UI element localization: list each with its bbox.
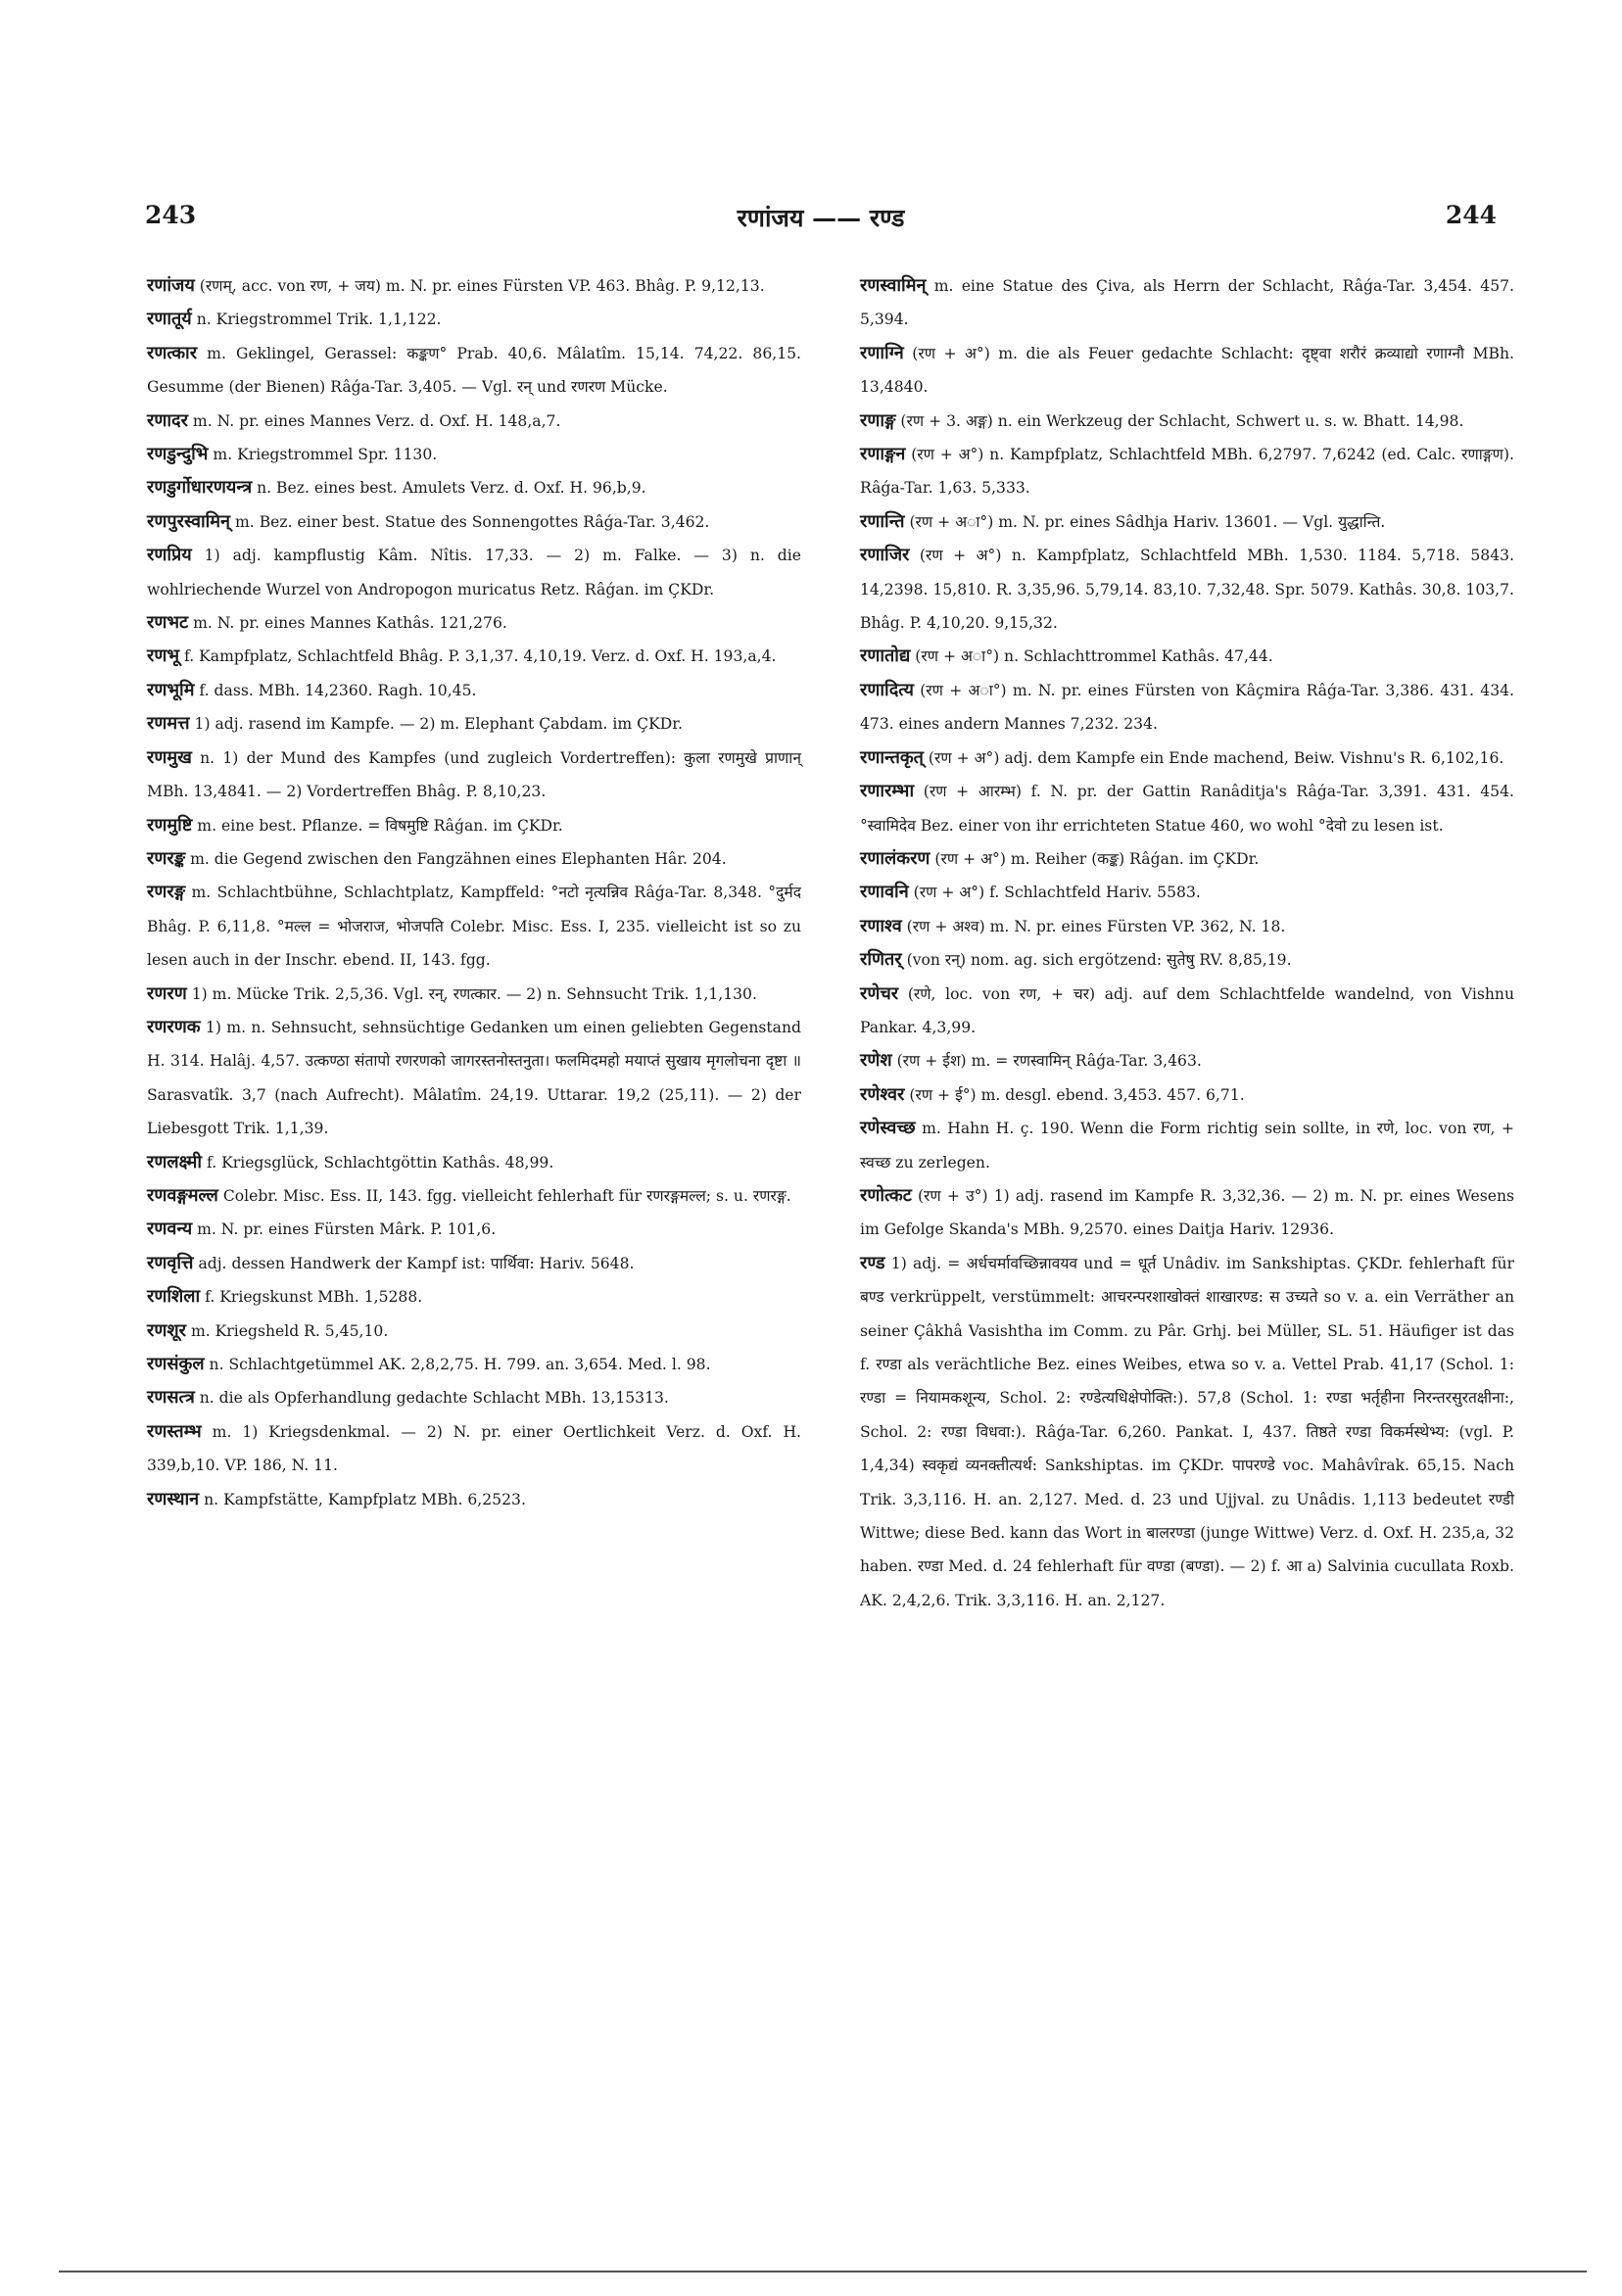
- dictionary-entry: [860, 505, 1514, 539]
- dictionary-entry: [860, 1078, 1514, 1112]
- dictionary-entry: [147, 809, 801, 842]
- entry-headword: रणोत्कट: [860, 1184, 912, 1206]
- right-column: [860, 269, 1514, 1617]
- entry-headword: रणेश्वर: [860, 1083, 905, 1105]
- dictionary-entry: [860, 1247, 1514, 1617]
- entry-text: n. die als Opferhandlung gedachte Schlacht MBh. 13,15313.: [194, 1389, 669, 1408]
- entry-text: (रण + अा°) m. N. pr. eines Sâdhja Hariv. 13601. — Vgl. युद्धान्ति.: [904, 512, 1386, 531]
- entry-text: f. Kriegsglück, Schlachtgöttin Kathâs. 48,99.: [202, 1153, 554, 1172]
- dictionary-entry: [147, 1280, 801, 1314]
- entry-headword: रणवृत्ति: [147, 1252, 194, 1273]
- dictionary-entry: [147, 640, 801, 673]
- entry-text: m. Bez. einer best. Statue des Sonnengottes Râǵa-Tar. 3,462.: [230, 512, 710, 531]
- entry-text: m. Geklingel, Gerassel: कङ्कण° Prab. 40,6. Mâlatîm. 15,14. 74,22. 86,15. Gesumme (der Bienen) Râǵa-Tar. 3,405. — Vgl. रन् und रणरण Mücke.: [147, 344, 801, 397]
- dictionary-entry: [147, 1247, 801, 1280]
- entry-headword: रणवङ्गमल्ल: [147, 1184, 218, 1206]
- page-header: [145, 201, 1497, 240]
- entry-text: m. Hahn H. ç. 190. Wenn die Form richtig sein sollte, in रणे, loc. von रण, + स्वच्छ zu zerlegen.: [860, 1120, 1514, 1172]
- entry-text: m. 1) Kriegsdenkmal. — 2) N. pr. einer Oertlichkeit Verz. d. Oxf. H. 339,b,10. VP. 186, N. 11.: [147, 1422, 801, 1475]
- entry-headword: रणेचर: [860, 982, 899, 1004]
- entry-headword: रणाङ्ग: [860, 409, 896, 431]
- dictionary-entry: [860, 674, 1514, 741]
- dictionary-entry: [860, 438, 1514, 505]
- entry-headword: रण्ड: [860, 1252, 885, 1273]
- entry-headword: रणस्तम्भ: [147, 1420, 202, 1442]
- dictionary-entry: [860, 876, 1514, 909]
- entry-text: (रणे, loc. von रण, + चर) adj. auf dem Schlachtfelde wandelnd, von Vishnu Pankar. 4,3,99.: [860, 984, 1514, 1036]
- dictionary-entry: [860, 842, 1514, 876]
- entry-headword: रणप्रिय: [147, 545, 192, 566]
- entry-text: m. eine best. Pflanze. = विषमुष्टि Râǵan. im ÇKDr.: [192, 816, 563, 835]
- dictionary-entry: [860, 539, 1514, 640]
- entry-headword: रणसत्त्र: [147, 1387, 195, 1409]
- entry-headword: रणभट: [147, 612, 189, 634]
- dictionary-entry: [147, 606, 801, 640]
- entry-text: 1) m. n. Sehnsucht, sehnsüchtige Gedanken um einen geliebten Gegenstand H. 314. Halâj. 4,57. उत्कण्ठा संतापो रणरणको जागरस्तनोस्तनुता। फलमिदमहो मयाप्तं सुखाय मृगलोचना दृष्टा ॥ Sarasvatîk. 3,7 (nach Aufrecht). Mâlatîm. 24,19. Uttarar. 19,2 (25,11). — 2) der Liebesgott Trik. 1,1,39.: [147, 1018, 801, 1138]
- entry-headword: रणितर्: [860, 949, 902, 971]
- dictionary-entry: [860, 943, 1514, 977]
- entry-headword: रणस्थान: [147, 1488, 200, 1509]
- entry-text: m. Kriegsheld R. 5,45,10.: [185, 1321, 389, 1340]
- dictionary-entry: [860, 640, 1514, 673]
- entry-text: (von रन्) nom. ag. sich ergötzend: सुतेषु RV. 8,85,19.: [901, 951, 1292, 970]
- entry-headword: रणादित्य: [860, 679, 914, 700]
- dictionary-entry: [147, 438, 801, 471]
- entry-headword: रणातोद्य: [860, 646, 911, 667]
- entry-headword: रणाग्नि: [860, 342, 904, 363]
- entry-text: (रणम्, acc. von रण, + जय) m. N. pr. eines Fürsten VP. 463. Bhâg. P. 9,12,13.: [194, 277, 765, 295]
- dictionary-entry: [860, 1179, 1514, 1247]
- entry-text: n. 1) der Mund des Kampfes (und zugleich Vordertreffen): कुला रणमुखे प्राणान् MBh. 13,4841. — 2) Vordertreffen Bhâg. P. 8,10,23.: [147, 748, 801, 801]
- dictionary-entry: [860, 405, 1514, 438]
- dictionary-entry: [147, 269, 801, 303]
- dictionary-entry: [147, 876, 801, 977]
- dictionary-entry: [860, 978, 1514, 1045]
- entry-text: (रण + अ°) n. Kampfplatz, Schlachtfeld MBh. 1,530. 1184. 5,718. 5843. 14,2398. 15,810. R. 3,35,96. 5,79,14. 83,10. 7,32,48. Spr. 5079. Kathâs. 30,8. 103,7. Bhâg. P. 4,10,20. 9,15,32.: [860, 547, 1515, 633]
- entry-headword: रणान्तकृत्: [860, 746, 924, 768]
- dictionary-entry: [860, 741, 1514, 775]
- entry-headword: रणरङ्क: [147, 847, 186, 869]
- entry-text: m. N. pr. eines Mannes Kathâs. 121,276.: [188, 614, 507, 633]
- entry-headword: रणपुरस्वामिन्: [147, 510, 231, 532]
- dictionary-entry: [147, 1483, 801, 1516]
- entry-headword: रणावनि: [860, 882, 909, 903]
- entry-headword: रणलक्ष्मी: [147, 1151, 203, 1172]
- entry-headword: रणालंकरण: [860, 847, 930, 869]
- entry-headword: रणशूर: [147, 1319, 186, 1341]
- dictionary-entry: [147, 1011, 801, 1146]
- entry-text: 1) adj. kampflustig Kâm. Nîtis. 17,33. — 2) m. Falke. — 3) n. die wohlriechende Wurzel von Andropogon muricatus Retz. Râǵan. im ÇKDr.: [147, 547, 801, 598]
- entry-text: f. Kriegskunst MBh. 1,5288.: [200, 1288, 423, 1307]
- entry-text: m. die Gegend zwischen den Fangzähnen eines Elephanten Hâr. 204.: [185, 849, 727, 868]
- entry-headword: रणांजय: [147, 275, 195, 296]
- entry-text: f. dass. MBh. 14,2360. Ragh. 10,45.: [194, 681, 477, 699]
- dictionary-entry: [147, 741, 801, 809]
- entry-headword: रणमुख: [147, 746, 192, 768]
- dictionary-entry: [860, 775, 1514, 842]
- entry-headword: रणवन्य: [147, 1219, 193, 1240]
- dictionary-entry: [147, 1381, 801, 1414]
- dictionary-entry: [147, 1315, 801, 1348]
- entry-text: (रण + अ°) m. Reiher (कङ्क) Râǵan. im ÇKDr.: [930, 849, 1260, 868]
- dictionary-entry: [147, 1415, 801, 1483]
- dictionary-entry: [147, 1146, 801, 1179]
- entry-headword: रणरणक: [147, 1016, 201, 1037]
- entry-headword: रणाजिर: [860, 545, 910, 566]
- entry-text: m. Kriegstrommel Spr. 1130.: [208, 446, 438, 464]
- entry-text: (रण + अश्व) m. N. pr. eines Fürsten VP. 362, N. 18.: [901, 917, 1286, 935]
- dictionary-entry: [860, 337, 1514, 405]
- entry-text: 1) adj. = अर्धचर्मावच्छिन्नावयव und = धूर्त Unâdiv. im Sankshiptas. ÇKDr. fehlerhaft für बण्ड verkrüppelt, verstümmelt: आचरन्परशाखोक्तं शाखारण्ड: स उच्यते so v. a. ein Verräther an seiner Çâkhâ Vasishtha im Comm. zu Pâr. Grhj. bei Müller, SL. 51. Häufiger ist das f. रण्डा als verächtliche Bez. eines Weibes, etwa so v. a. Vettel Prab. 41,17 (Schol. 1: रण्डा = नियामकशून्य, Schol. 2: रण्डेत्यधिक्षेपोक्ति:). 57,8 (Schol. 1: रण्डा भर्तृहीना निरन्तरसुरतक्षीना:, Schol. 2: रण्डा विधवा:). Râǵa-Tar. 6,260. Pankat. I, 437. तिष्ठते रण्डा विकर्मस्थेभ्य: (vgl. P. 1,4,34) स्वकृद्यं व्यनक्तीत्यर्थ: Sankshiptas. im ÇKDr. पापरण्डे voc. Mahâvîrak. 65,15. Nach Trik. 3,3,116. H. an. 2,127. Med. d. 23 und Ujjval. zu Unâdis. 1,113 bedeutet रण्डी Wittwe; diese Bed. kann das Wort in बालरण्डा (junge Wittwe) Verz. d. Oxf. H. 235,a, 32 haben. रण्डा Med. d. 24 fehlerhaft für वण्डा (बण्डा). — 2) f. आ a) Salvinia cucullata Roxb. AK. 2,4,2,6. Trik. 3,3,116. H. an. 2,127.: [860, 1254, 1514, 1609]
- entry-headword: रणस्वामिन्: [860, 275, 927, 296]
- entry-text: n. Kriegstrommel Trik. 1,1,122.: [191, 311, 442, 329]
- entry-text: (रण + अा°) m. N. pr. eines Fürsten von Kâçmira Râǵa-Tar. 3,386. 431. 434. 473. eines andern Mannes 7,232. 234.: [860, 681, 1514, 734]
- dictionary-entry: [147, 405, 801, 438]
- dictionary-entry: [147, 978, 801, 1011]
- entry-headword: रणेस्वच्छ: [860, 1118, 916, 1139]
- dictionary-entry: [860, 1044, 1514, 1077]
- dictionary-entry: [147, 471, 801, 504]
- entry-text: (रण + आरम्भ) f. N. pr. der Gattin Ranâditja's Râǵa-Tar. 3,391. 431. 454. °स्वामिदेव Bez. einer von ihr errichteten Statue 460, wo wohl °देवो zu lesen ist.: [860, 783, 1514, 835]
- bottom-rule: [59, 2271, 1587, 2272]
- entry-text: m. Schlachtbühne, Schlachtplatz, Kampffeld: °नटो नृत्यन्निव Râǵa-Tar. 8,348. °दुर्मद Bhâg. P. 6,11,8. °मल्ल = भोजराज, भोजपति Colebr. Misc. Ess. I, 235. vielleicht ist so zu lesen auch in der Inschr. ebend. II, 143. fgg.: [147, 884, 801, 970]
- page-number-right: 244: [1445, 201, 1497, 229]
- entry-text: (रण + ईश) m. = रणस्वामिन् Râǵa-Tar. 3,463.: [891, 1052, 1202, 1071]
- entry-text: n. Schlachtgetümmel AK. 2,8,2,75. H. 799. an. 3,654. Med. l. 98.: [204, 1356, 711, 1373]
- dictionary-entry: [147, 1213, 801, 1246]
- page-number-left: 243: [145, 201, 197, 229]
- dictionary-entry: [147, 505, 801, 539]
- entry-text: (रण + अा°) n. Schlachttrommel Kathâs. 47,44.: [910, 647, 1273, 666]
- entry-text: m. eine Statue des Çiva, als Herrn der Schlacht, Râǵa-Tar. 3,454. 457. 5,394.: [860, 277, 1514, 329]
- dictionary-entry: [147, 842, 801, 876]
- entry-text: f. Kampfplatz, Schlachtfeld Bhâg. P. 3,1,37. 4,10,19. Verz. d. Oxf. H. 193,a,4.: [179, 647, 777, 666]
- dictionary-entry: [147, 1179, 801, 1213]
- entry-headword: रणान्ति: [860, 510, 905, 532]
- dictionary-entry: [147, 674, 801, 707]
- entry-text: Colebr. Misc. Ess. II, 143. fgg. vielleicht fehlerhaft für रणरङ्गमल्ल; s. u. रणरङ्ग.: [217, 1186, 791, 1205]
- entry-text: (रण + अ°) f. Schlachtfeld Hariv. 5583.: [908, 884, 1201, 902]
- entry-headword: रणादर: [147, 409, 188, 431]
- entry-headword: रणाङ्गन: [860, 444, 906, 465]
- entry-headword: रणरङ्ग: [147, 882, 186, 903]
- entry-text: 1) m. Mücke Trik. 2,5,36. Vgl. रन्, रणत्कार. — 2) n. Sehnsucht Trik. 1,1,130.: [186, 984, 757, 1003]
- entry-headword: रणमत्त: [147, 713, 190, 735]
- dictionary-entry: [147, 539, 801, 606]
- entry-text: adj. dessen Handwerk der Kampf ist: पार्थिवा: Hariv. 5648.: [193, 1254, 635, 1272]
- entry-text: m. N. pr. eines Mannes Verz. d. Oxf. H. 148,a,7.: [187, 411, 561, 430]
- entry-text: (रण + 3. अङ्ग) n. ein Werkzeug der Schlacht, Schwert u. s. w. Bhatt. 14,98.: [895, 411, 1464, 430]
- entry-headword: रणसंकुल: [147, 1354, 205, 1374]
- entry-text: (रण + अ°) adj. dem Kampfe ein Ende machend, Beiw. Vishnu's R. 6,102,16.: [923, 748, 1504, 767]
- dictionary-entry: [147, 707, 801, 741]
- dictionary-entry: [147, 1348, 801, 1381]
- entry-text: n. Kampfstätte, Kampfplatz MBh. 6,2523.: [199, 1490, 526, 1508]
- entry-headword: रणभूमि: [147, 679, 195, 700]
- entry-headword: रणातूर्य: [147, 309, 192, 330]
- entry-headword: रणारम्भा: [860, 781, 915, 802]
- dictionary-entry: [147, 303, 801, 336]
- entry-headword: रणभू: [147, 646, 180, 667]
- entry-text: (रण + ई°) m. desgl. ebend. 3,453. 457. 6,71.: [904, 1085, 1245, 1104]
- entry-text: n. Bez. eines best. Amulets Verz. d. Oxf. H. 96,b,9.: [252, 479, 646, 498]
- entry-headword: रणडुर्गोधारणयन्त्र: [147, 477, 253, 499]
- entry-text: 1) adj. rasend im Kampfe. — 2) m. Elephant Çabdam. im ÇKDr.: [189, 715, 683, 734]
- entry-text: m. N. pr. eines Fürsten Mârk. P. 101,6.: [192, 1220, 497, 1239]
- entry-headword: रणेश: [860, 1050, 892, 1072]
- entry-headword: रणशिला: [147, 1286, 201, 1308]
- entry-headword: रणडुन्दुभि: [147, 444, 209, 465]
- entry-headword: रणत्कार: [147, 342, 198, 363]
- entry-text: (रण + अ°) n. Kampfplatz, Schlachtfeld MBh. 6,2797. 7,6242 (ed. Calc. रणाङ्गण). Râǵa-Tar. 1,63. 5,333.: [860, 446, 1514, 498]
- dictionary-entry: [860, 910, 1514, 943]
- running-title: रणांजय —— रण्ड: [737, 204, 905, 232]
- entry-headword: रणरण: [147, 982, 187, 1004]
- dictionary-entry: [860, 269, 1514, 337]
- left-column: [147, 269, 801, 1516]
- entry-headword: रणाश्व: [860, 915, 902, 936]
- entry-text: (रण + उ°) 1) adj. rasend im Kampfe R. 3,32,36. — 2) m. N. pr. eines Wesens im Gefolge Skanda's MBh. 9,2570. eines Daitja Hariv. 12936.: [860, 1186, 1514, 1239]
- dictionary-entry: [147, 337, 801, 405]
- entry-text: (रण + अ°) m. die als Feuer gedachte Schlacht: दृष्ट्वा शरौरं क्रव्याद्यो रणाग्नौ MBh. 13,4840.: [860, 344, 1514, 397]
- dictionary-entry: [860, 1112, 1514, 1179]
- entry-headword: रणमुष्टि: [147, 814, 193, 836]
